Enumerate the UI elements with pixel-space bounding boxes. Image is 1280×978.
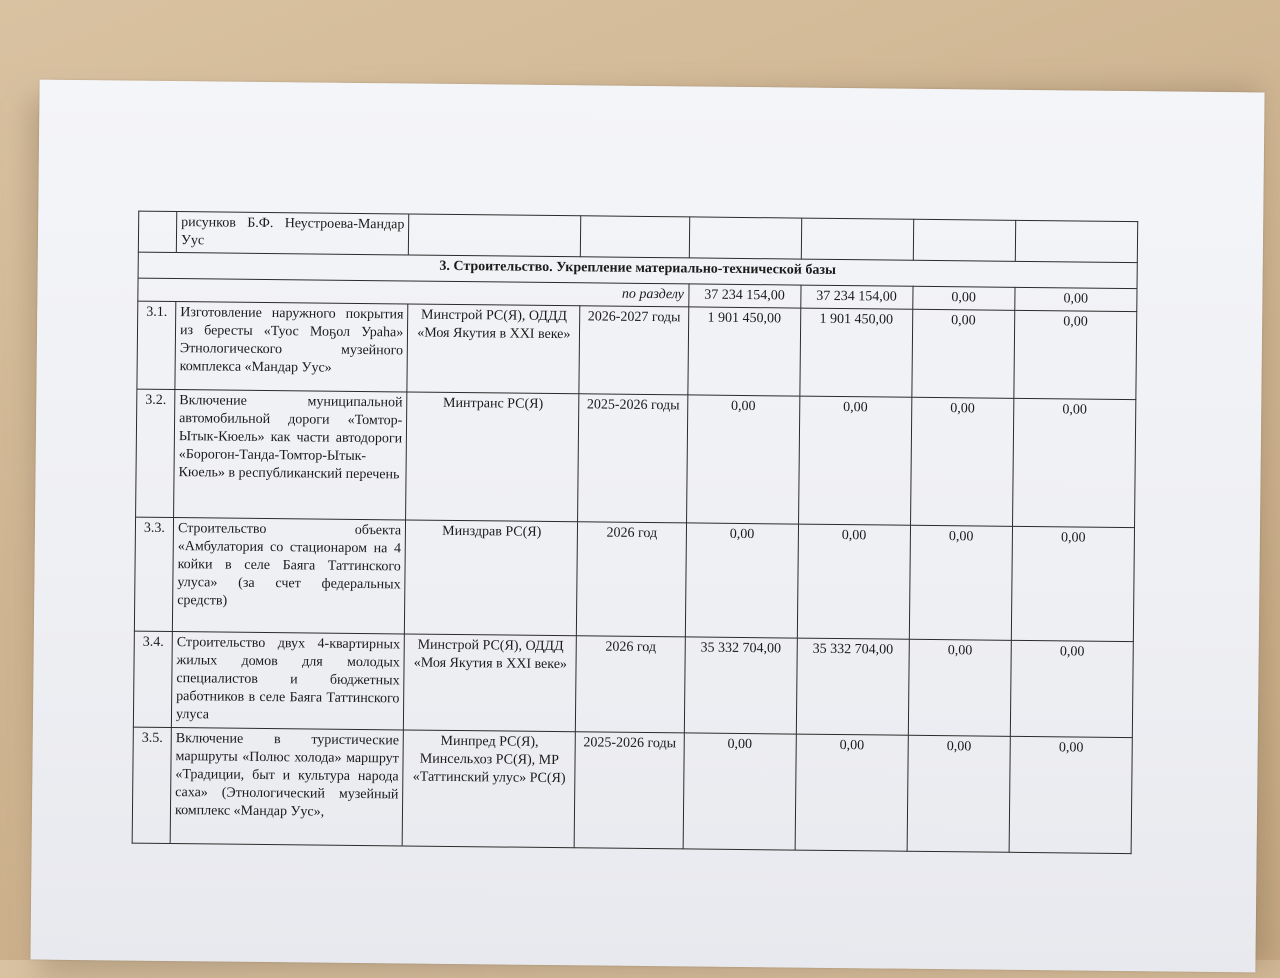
row-value: 0,00 bbox=[908, 639, 1011, 736]
row-name: рисунков Б.Ф. Неустроева-Мандар Уус bbox=[176, 212, 409, 255]
row-value: 1 901 450,00 bbox=[799, 308, 912, 397]
row-executor: Минстрой РС(Я), ОДДД «Моя Якутия в XXI веке» bbox=[407, 304, 580, 394]
row-value: 0,00 bbox=[1010, 640, 1133, 737]
row-value: 0,00 bbox=[910, 397, 1013, 526]
row-value: 0,00 bbox=[685, 523, 798, 638]
table-row bbox=[134, 517, 1134, 641]
row-name: Строительство объекта «Амбулатория со стационаром на 4 койки в селе Баяга Таттинского улуса» (за счет федеральных средств) bbox=[172, 518, 405, 634]
row-value: 0,00 bbox=[909, 525, 1012, 640]
row-executor: Минстрой РС(Я), ОДДД «Моя Якутия в XXI веке» bbox=[404, 634, 577, 732]
row-number: 3.4. bbox=[133, 631, 172, 727]
row-value: 35 332 704,00 bbox=[684, 637, 797, 734]
row-value: 1 901 450,00 bbox=[687, 307, 800, 396]
budget-table bbox=[132, 211, 1139, 854]
section-total-label: по разделу bbox=[138, 278, 689, 307]
table-row bbox=[133, 631, 1133, 737]
row-term: 2025-2026 годы bbox=[578, 394, 687, 523]
row-executor: Минтранс РС(Я) bbox=[406, 392, 580, 522]
row-term: 2025-2026 годы bbox=[575, 732, 684, 849]
row-number: 3.1. bbox=[137, 301, 176, 389]
row-number: 3.2. bbox=[136, 389, 175, 517]
row-value: 0,00 bbox=[683, 733, 796, 850]
row-value: 0,00 bbox=[1009, 736, 1132, 853]
row-value: 0,00 bbox=[912, 309, 1015, 398]
row-term: 2026 год bbox=[577, 522, 686, 637]
row-name: Включение муниципальной автомобильной дороги «Томтор-Ытык-Кюель» как части автодороги «Борогон-Танда-Томтор-Ытык-Кюель» в республиканский перечень bbox=[174, 390, 408, 520]
row-executor: Минпред РС(Я), Минсельхоз РС(Я), МР «Таттинский улус» РС(Я) bbox=[402, 730, 575, 848]
section-total-value: 37 234 154,00 bbox=[688, 284, 800, 308]
row-term: 2026 год bbox=[576, 636, 685, 733]
row-name: Включение в туристические маршруты «Полюс холода» маршрут «Традиции, быт и культура народа саха» (Этнологический музейный комплекс «Мандар Уус», bbox=[170, 728, 403, 846]
row-value: 0,00 bbox=[1012, 398, 1136, 527]
row-value: 35 332 704,00 bbox=[796, 638, 909, 735]
row-executor: Минздрав РС(Я) bbox=[405, 520, 578, 636]
row-term: 2026-2027 годы bbox=[579, 306, 688, 395]
section-total-value: 0,00 bbox=[1015, 287, 1137, 311]
row-value: 0,00 bbox=[1011, 526, 1134, 641]
section-title: 3. Строительство. Укрепление материально-технической базы bbox=[138, 252, 1137, 288]
row-value: 0,00 bbox=[1014, 310, 1137, 399]
row-name: Изготовление наружного покрытия из бересты «Туос Моҕол Ураһа» Этнологического музейного комплекса «Мандар Уус» bbox=[175, 302, 408, 392]
row-value: 0,00 bbox=[907, 735, 1010, 852]
document-page bbox=[30, 80, 1264, 973]
row-value: 0,00 bbox=[797, 524, 910, 639]
table-row bbox=[132, 727, 1132, 853]
row-value: 0,00 bbox=[798, 396, 911, 525]
table-row bbox=[137, 301, 1137, 399]
row-value: 0,00 bbox=[686, 395, 799, 524]
row-value: 0,00 bbox=[795, 734, 908, 851]
section-total-value: 0,00 bbox=[913, 286, 1015, 310]
row-number: 3.5. bbox=[132, 727, 171, 843]
table-row bbox=[136, 389, 1136, 527]
section-total-value: 37 234 154,00 bbox=[800, 285, 912, 309]
row-name: Строительство двух 4-квартирных жилых домов для молодых специалистов и бюджетных работников в селе Баяга Таттинского улуса bbox=[171, 632, 404, 730]
row-number: 3.3. bbox=[134, 517, 173, 631]
